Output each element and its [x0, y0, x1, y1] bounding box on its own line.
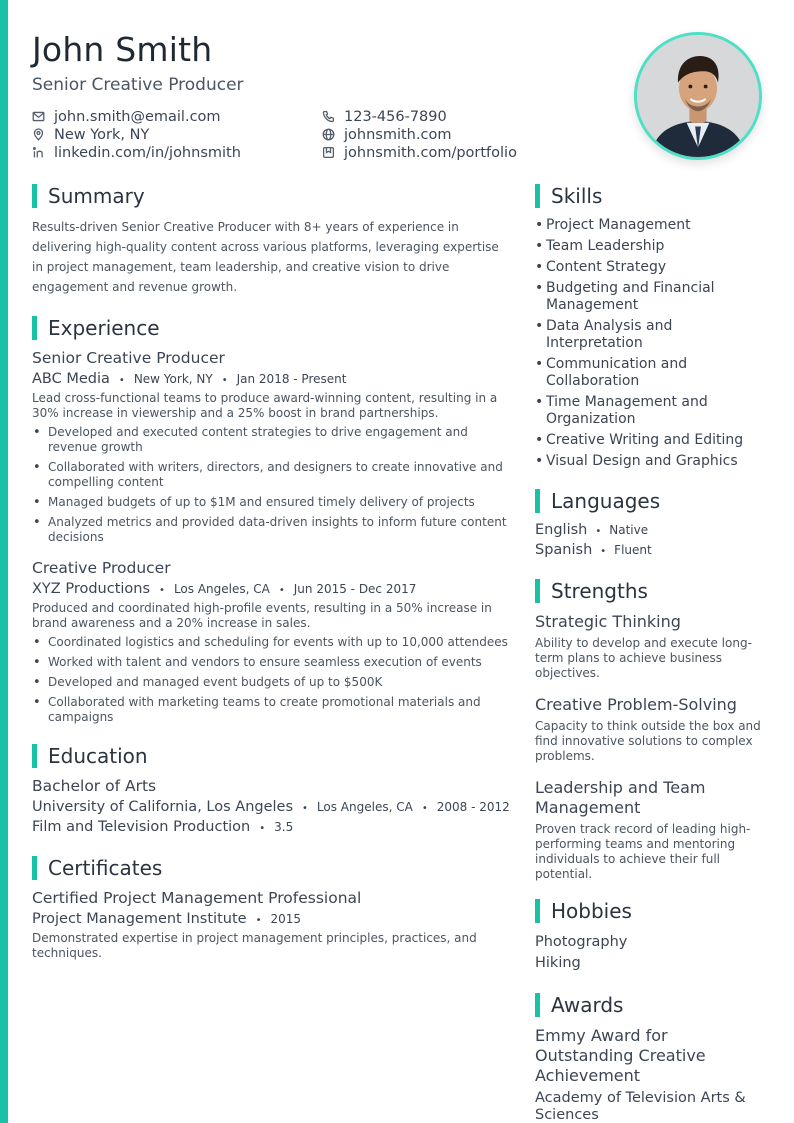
separator-dot: • — [278, 585, 285, 596]
contact-list — [32, 108, 552, 161]
hobby-item: Hiking — [535, 955, 581, 971]
job-description: Lead cross-functional teams to produce award-winning content, resulting in a 30% increase in viewership and a 25% boost in brand partnerships. — [32, 391, 498, 420]
strengths-section — [535, 578, 767, 882]
list-item: • Developed and managed event budgets of up to $500K — [32, 675, 512, 690]
list-item: • Worked with talent and vendors to ensure seamless execution of events — [32, 655, 512, 670]
hobby-item: Photography — [535, 934, 628, 950]
separator-dot: • — [302, 803, 308, 814]
separator-dot: • — [595, 526, 602, 537]
separator-dot: • — [600, 546, 607, 557]
globe-icon — [322, 128, 335, 141]
list-item: • Developed and executed content strategies to drive engagement and revenue growth — [32, 425, 512, 455]
job-company: XYZ Productions — [32, 581, 151, 597]
gpa: 3.5 — [274, 820, 294, 834]
separator-dot: • — [118, 375, 125, 386]
strength-item — [535, 612, 767, 681]
strength-description: Capacity to think outside the box and find innovative solutions to complex problems. — [535, 719, 761, 763]
language-name: English — [535, 522, 588, 538]
strength-description: Proven track record of leading high-performing teams and mentoring individuals to achieve their full potential. — [535, 822, 751, 881]
summary-section — [32, 183, 512, 297]
skills-heading — [535, 183, 767, 209]
job-description: Produced and coordinated high-profile events, resulting in a 50% increase in brand awareness and a 20% increase in sales. — [32, 601, 492, 630]
portfolio-text: johnsmith.com/portfolio — [344, 144, 517, 161]
job-location: New York, NY — [133, 372, 213, 386]
heading-accent — [32, 856, 37, 880]
separator-dot: • — [255, 915, 262, 926]
summary-heading-text: Summary — [48, 184, 145, 208]
heading-accent — [535, 899, 540, 923]
left-column — [32, 183, 512, 961]
awards-heading — [535, 992, 767, 1018]
list-item: • Collaborated with marketing teams to create promotional materials and campaigns — [32, 695, 512, 725]
school-name: University of California, Los Angeles — [32, 799, 294, 815]
accent-bar — [0, 0, 8, 1123]
job-dates: Jun 2015 - Dec 2017 — [293, 582, 417, 596]
location-text: New York, NY — [54, 126, 150, 143]
education-section — [32, 743, 512, 835]
list-item: • Content Strategy — [535, 259, 767, 276]
candidate-title: Senior Creative Producer — [32, 75, 244, 95]
job-dates: Jan 2018 - Present — [236, 372, 347, 386]
job-title: Creative Producer — [32, 559, 171, 577]
education-field-meta — [32, 819, 512, 835]
heading-accent — [32, 184, 37, 208]
list-item: • Analyzed metrics and provided data-driven insights to inform future content decisions — [32, 515, 512, 545]
job-bullets — [32, 425, 512, 545]
certificate-meta — [32, 911, 512, 927]
contact-portfolio[interactable] — [322, 144, 552, 161]
strength-title: Creative Problem-Solving — [535, 695, 737, 714]
job-company: ABC Media — [32, 371, 110, 387]
language-level: Fluent — [614, 543, 652, 557]
education-meta — [32, 799, 512, 815]
skills-section — [535, 183, 767, 470]
linkedin-text: linkedin.com/in/johnsmith — [54, 144, 241, 161]
website-text: johnsmith.com — [344, 126, 452, 143]
separator-dot: • — [221, 375, 228, 386]
field-of-study: Film and Television Production — [32, 819, 251, 835]
heading-accent — [32, 316, 37, 340]
contact-website[interactable] — [322, 126, 552, 143]
strength-title: Leadership and Team Management — [535, 778, 706, 817]
separator-dot: • — [159, 585, 165, 596]
certificate-description: Demonstrated expertise in project management principles, practices, and techniques. — [32, 931, 477, 960]
awards-heading-text: Awards — [551, 993, 624, 1017]
hobbies-heading — [535, 898, 767, 924]
job-entry — [32, 349, 512, 545]
heading-accent — [32, 744, 37, 768]
heading-accent — [535, 993, 540, 1017]
contact-phone[interactable] — [322, 108, 552, 125]
job-title: Senior Creative Producer — [32, 349, 225, 367]
awards-section — [535, 992, 767, 1123]
strength-item — [535, 695, 767, 764]
mail-icon — [32, 110, 45, 123]
list-item: • Time Management and Organization — [535, 394, 767, 428]
right-column — [535, 183, 767, 1123]
job-bullets — [32, 635, 512, 725]
list-item: • Collaborated with writers, directors, and designers to create innovative and compelling content — [32, 460, 512, 490]
language-row — [535, 542, 767, 558]
strength-title: Strategic Thinking — [535, 612, 681, 631]
heading-accent — [535, 489, 540, 513]
list-item: • Visual Design and Graphics — [535, 453, 767, 470]
list-item: • Data Analysis and Interpretation — [535, 318, 767, 352]
list-item: • Project Management — [535, 217, 767, 234]
award-title: Emmy Award for Outstanding Creative Achievement — [535, 1026, 706, 1085]
languages-heading-text: Languages — [551, 489, 661, 513]
school-location: Los Angeles, CA — [316, 800, 413, 814]
list-item: • Managed budgets of up to $1M and ensured timely delivery of projects — [32, 495, 512, 510]
strength-item — [535, 778, 767, 882]
hobbies-heading-text: Hobbies — [551, 899, 632, 923]
contact-linkedin[interactable] — [32, 144, 322, 161]
email-text: john.smith@email.com — [54, 108, 221, 125]
education-heading — [32, 743, 512, 769]
heading-accent — [535, 184, 540, 208]
certificate-issuer: Project Management Institute — [32, 911, 247, 927]
languages-section — [535, 488, 767, 558]
contact-location — [32, 126, 322, 143]
hobbies-section — [535, 898, 767, 974]
strength-description: Ability to develop and execute long-term plans to achieve business objectives. — [535, 636, 752, 680]
award-organization: Academy of Television Arts & Sciences — [535, 1090, 746, 1123]
contact-email[interactable] — [32, 108, 322, 125]
certificate-year: 2015 — [270, 912, 302, 926]
language-row — [535, 522, 767, 538]
summary-text: Results-driven Senior Creative Producer with 8+ years of experience in delivering high-quality content across various platforms, leveraging expertise in project management, team leadership, and creative vision to drive engagement and revenue growth. — [32, 220, 499, 294]
experience-heading-text: Experience — [48, 316, 160, 340]
education-heading-text: Education — [48, 744, 148, 768]
job-meta — [32, 581, 512, 597]
list-item: • Team Leadership — [535, 238, 767, 255]
language-name: Spanish — [535, 542, 593, 558]
experience-heading — [32, 315, 512, 341]
experience-section — [32, 315, 512, 725]
languages-heading — [535, 488, 767, 514]
list-item: • Budgeting and Financial Management — [535, 280, 767, 314]
list-item: • Coordinated logistics and scheduling for events with up to 10,000 attendees — [32, 635, 512, 650]
candidate-name: John Smith — [32, 30, 213, 69]
portfolio-icon — [322, 146, 335, 159]
location-pin-icon — [32, 128, 45, 141]
job-location: Los Angeles, CA — [173, 582, 270, 596]
list-item: • Creative Writing and Editing — [535, 432, 767, 449]
skills-list — [535, 217, 767, 470]
linkedin-icon — [32, 146, 45, 159]
job-entry — [32, 559, 512, 725]
certificates-heading — [32, 855, 512, 881]
strengths-heading — [535, 578, 767, 604]
phone-icon — [322, 110, 335, 123]
language-level: Native — [609, 523, 649, 537]
phone-text: 123-456-7890 — [344, 108, 447, 125]
certificates-section — [32, 855, 512, 961]
summary-heading — [32, 183, 512, 209]
degree: Bachelor of Arts — [32, 777, 157, 795]
education-dates: 2008 - 2012 — [436, 800, 510, 814]
list-item: • Communication and Collaboration — [535, 356, 767, 390]
heading-accent — [535, 579, 540, 603]
separator-dot: • — [259, 823, 266, 834]
profile-photo — [634, 32, 762, 160]
job-meta — [32, 371, 512, 387]
person-photo-illustration — [637, 35, 759, 157]
separator-dot: • — [421, 803, 428, 814]
skills-heading-text: Skills — [551, 184, 603, 208]
strengths-heading-text: Strengths — [551, 579, 648, 603]
certificate-name: Certified Project Management Professional — [32, 889, 362, 907]
certificates-heading-text: Certificates — [48, 856, 163, 880]
